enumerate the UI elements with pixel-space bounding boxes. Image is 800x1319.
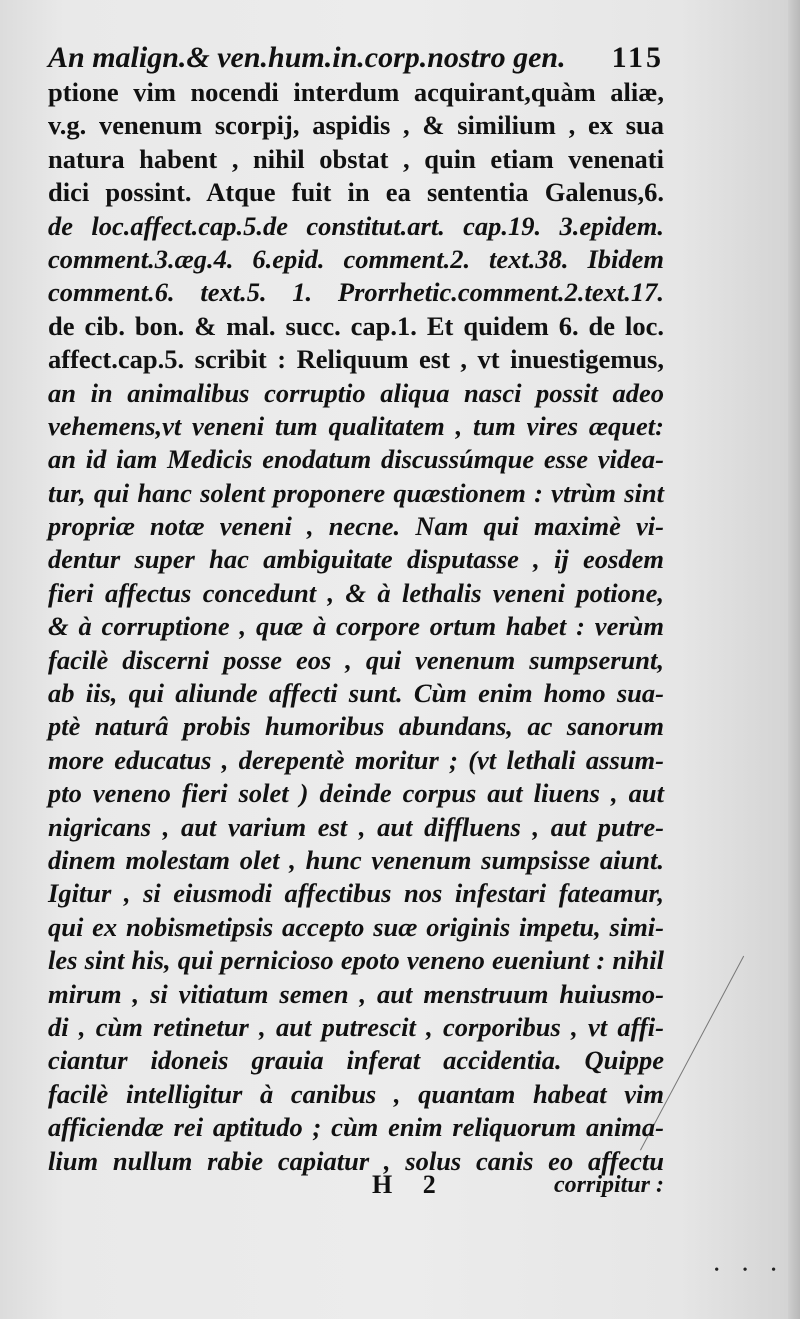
text-line: dinem molestam olet , hunc venenum sumpsisse aiunt. — [48, 844, 664, 875]
text-line: fieri affectus concedunt , & à lethalis veneni potione, — [48, 577, 664, 608]
text-line: ab iis, qui aliunde affecti sunt. Cùm enim homo sua- — [48, 678, 664, 709]
text-line: comment.3.æg.4. 6.epid. comment.2. text.38. Ibidem — [48, 243, 664, 274]
catchword: corripitur : — [553, 1172, 664, 1198]
text-line: v.g. venenum scorpij, aspidis , & similium , ex sua — [48, 110, 664, 141]
text-line: propriæ notæ veneni , necne. Nam qui maximè vi- — [48, 511, 664, 542]
text-line: dentur super hac ambiguitate disputasse , ij eosdem — [48, 544, 664, 575]
running-head-title: An malign.& ven.hum.in.corp.nostro gen. — [48, 41, 566, 74]
text-line: & à corruptione , quæ à corpore ortum habet : verùm — [48, 611, 664, 642]
running-head — [48, 38, 664, 78]
text-line: an id iam Medicis enodatum discussúmque esse videa- — [48, 444, 664, 475]
paper-specks: • • • — [714, 1263, 786, 1278]
text-line: pto veneno fieri solet ) deinde corpus aut liuens , aut — [48, 778, 664, 809]
text-line: afficiendæ rei aptitudo ; cùm enim reliquorum anima- — [48, 1112, 664, 1143]
text-line: les sint his, qui pernicioso epoto veneno eueniunt : nihil — [48, 945, 664, 976]
text-line: Igitur , si eiusmodi affectibus nos infestari fateamur, — [48, 878, 664, 909]
text-line: vehemens,vt veneni tum qualitatem , tum vires æquet: — [48, 410, 664, 441]
text-line: de cib. bon. & mal. succ. cap.1. Et quidem 6. de loc. — [48, 310, 664, 341]
page-number: 115 — [611, 41, 664, 74]
text-line: dici possint. Atque fuit in ea sententia Galenus,6. — [48, 177, 664, 208]
text-line: qui ex nobismetipsis accepto suæ originis impetu, simi- — [48, 911, 664, 942]
text-line: affect.cap.5. scribit : Reliquum est , vt inuestigemus, — [48, 344, 664, 375]
text-line: more educatus , derepentè moritur ; (vt lethali assum- — [48, 744, 664, 775]
page-edge — [788, 0, 800, 1319]
body-text — [48, 76, 664, 1178]
text-line: natura habent , nihil obstat , quin etiam venenati — [48, 143, 664, 174]
text-line: facilè discerni posse eos , qui venenum sumpserunt, — [48, 644, 664, 675]
text-line: comment.6. text.5. 1. Prorrhetic.comment.2.text.17. — [48, 277, 664, 308]
text-line: tur, qui hanc solent proponere quæstionem : vtrùm sint — [48, 477, 664, 508]
text-line: an in animalibus corruptio aliqua nasci possit adeo — [48, 377, 664, 408]
text-line: ciantur idoneis grauia inferat accidentia. Quippe — [48, 1045, 664, 1076]
text-line: ptione vim nocendi interdum acquirant,quàm aliæ, — [48, 77, 664, 107]
text-line: lium nullum rabie capiatur , solus canis eo affectu — [48, 1145, 664, 1176]
text-line: di , cùm retinetur , aut putrescit , corporibus , vt affi- — [48, 1011, 664, 1042]
text-line: ptè naturâ probis humoribus abundans, ac sanorum — [48, 711, 664, 742]
page-footer — [48, 1170, 664, 1210]
text-line: facilè intelligitur à canibus , quantam habeat vim — [48, 1078, 664, 1109]
text-line: nigricans , aut varium est , aut diffluens , aut putre- — [48, 811, 664, 842]
text-line: de loc.affect.cap.5.de constitut.art. cap.19. 3.epidem. — [48, 210, 664, 241]
text-line: mirum , si vitiatum semen , aut menstruum huiusmo- — [48, 978, 664, 1009]
signature-mark: H 2 — [372, 1170, 448, 1199]
